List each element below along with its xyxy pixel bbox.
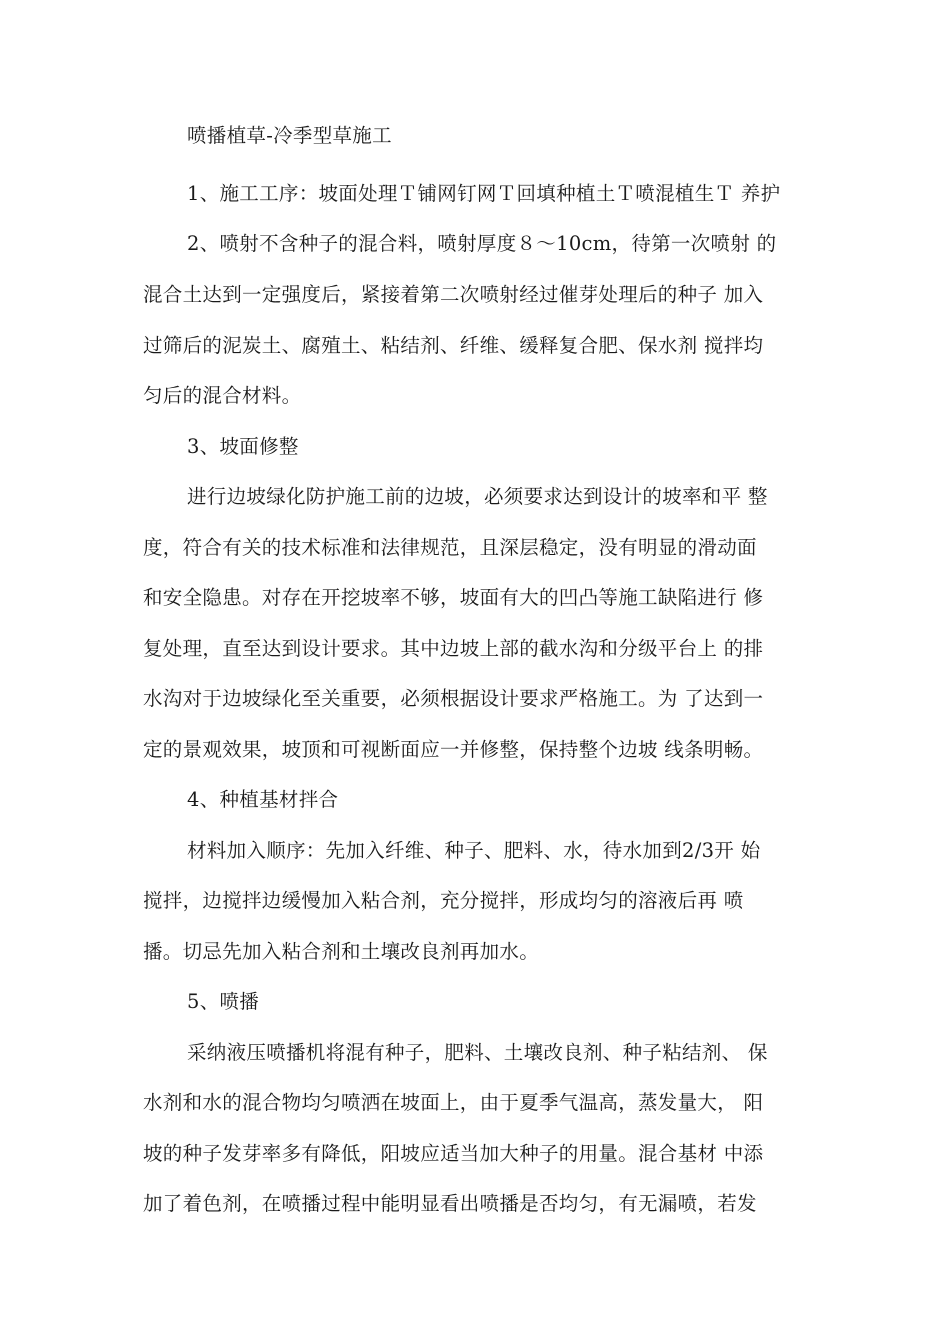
document-title: 喷播植草-冷季型草施工 — [187, 124, 392, 147]
paragraph-line: 定的景观效果，坡顶和可视断面应一并修整，保持整个边坡 线条明畅。 — [143, 738, 764, 761]
paragraph-line: 坡的种子发芽率多有降低，阳坡应适当加大种子的用量。混合基材 中添 — [143, 1142, 764, 1165]
paragraph-line: 和安全隐患。对存在开挖坡率不够，坡面有大的凹凸等施工缺陷进行 修 — [143, 586, 764, 609]
paragraph-line: 材料加入顺序：先加入纤维、种子、肥料、水，待水加到2/3开 始 — [187, 839, 761, 862]
section-heading: 5、喷播 — [187, 990, 260, 1013]
paragraph-line: 混合土达到一定强度后，紧接着第二次喷射经过催芽处理后的种子 加入 — [143, 283, 764, 306]
paragraph-line: 2、喷射不含种子的混合料，喷射厚度８〜10cm，待第一次喷射 的 — [187, 232, 777, 255]
paragraph-line: 采纳液压喷播机将混有种子，肥料、土壤改良剂、种子粘结剂、 保 — [187, 1041, 768, 1064]
paragraph-line: 水沟对于边坡绿化至关重要，必须根据设计要求严格施工。为 了达到一 — [143, 687, 764, 710]
paragraph-line: 1、施工工序：坡面处理Ｔ铺网钉网Ｔ回填种植土Ｔ喷混植生Ｔ 养护 — [187, 182, 781, 205]
section-heading: 4、种植基材拌合 — [187, 788, 339, 811]
paragraph-line: 度，符合有关的技术标准和法律规范，且深层稳定，没有明显的滑动面 — [143, 536, 757, 559]
paragraph-line: 加了着色剂，在喷播过程中能明显看出喷播是否均匀，有无漏喷，若发 — [143, 1192, 757, 1215]
paragraph-line: 过筛后的泥炭土、腐殖土、粘结剂、纤维、缓释复合肥、保水剂 搅拌均 — [143, 334, 764, 357]
paragraph-line: 水剂和水的混合物均匀喷洒在坡面上，由于夏季气温高，蒸发量大， 阳 — [143, 1091, 764, 1114]
paragraph-line: 播。切忌先加入粘合剂和土壤改良剂再加水。 — [143, 940, 540, 963]
paragraph-line: 匀后的混合材料。 — [143, 384, 302, 407]
paragraph-line: 搅拌，边搅拌边缓慢加入粘合剂，充分搅拌，形成均匀的溶液后再 喷 — [143, 889, 744, 912]
paragraph-line: 复处理，直至达到设计要求。其中边坡上部的截水沟和分级平台上 的排 — [143, 637, 764, 660]
paragraph-line: 进行边坡绿化防护施工前的边坡，必须要求达到设计的坡率和平 整 — [187, 485, 768, 508]
section-heading: 3、坡面修整 — [187, 435, 299, 458]
